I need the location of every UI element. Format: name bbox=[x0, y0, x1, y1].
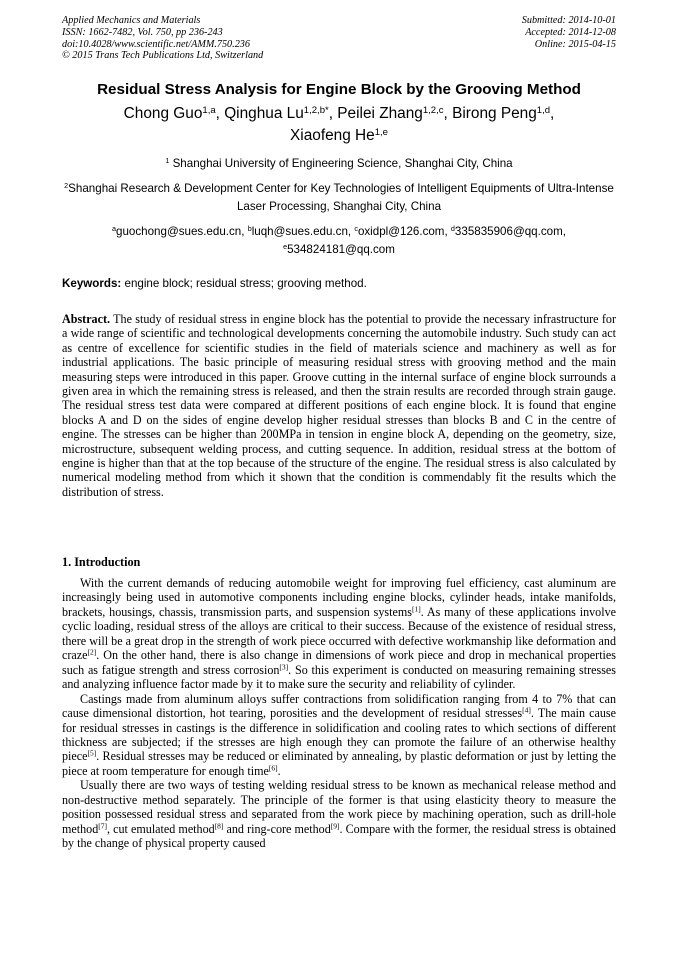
journal-info bbox=[62, 15, 263, 62]
affiliation-1 bbox=[62, 155, 616, 173]
section-heading: 1. Introduction bbox=[62, 555, 141, 569]
author-list bbox=[80, 103, 598, 147]
paragraph-text: . The main cause for residual stresses in castings is the difference in solidification and cooling rates to which sections of different thickness are subjected; if the stresses are high enough they can promote the failure of an otherwise healthy piece bbox=[62, 706, 616, 764]
author-affiliation-mark: 1,e bbox=[374, 126, 388, 138]
email-list bbox=[62, 223, 616, 259]
paragraph-text: . So this experiment is conducted on measuring remaining stresses and analyzing influence factor made by it to make sure the security and reliability of cylinder. bbox=[62, 662, 616, 692]
email-address: 335835906@qq.com, bbox=[454, 225, 566, 238]
email-address: oxidpl@126.com, bbox=[357, 225, 451, 238]
affiliation-text: Shanghai University of Engineering Science, Shanghai City, China bbox=[169, 157, 513, 170]
paragraph-text: and ring-core method bbox=[223, 821, 331, 836]
paragraph-text: . As many of these applications involve cyclic loading, residual stress of the alloys are critical to their success. Because of the existence of residual stress, there will be a great drop in the strength of work piece occurred with defective workmanship like deformation and craze bbox=[62, 604, 616, 663]
affiliation-mark: 2 bbox=[64, 181, 69, 191]
introduction-body bbox=[62, 576, 616, 851]
author-affiliation-mark: 1,d bbox=[536, 104, 551, 116]
author-name: Peilei Zhang bbox=[337, 105, 423, 122]
submitted-date: Submitted: 2014-10-01 bbox=[521, 15, 616, 26]
email-mark: d bbox=[450, 224, 455, 234]
issn-line: ISSN: 1662-7482, Vol. 750, pp 236-243 bbox=[62, 26, 223, 38]
body-paragraph bbox=[62, 778, 616, 850]
body-paragraph bbox=[62, 692, 616, 779]
author-separator: , bbox=[443, 105, 453, 122]
citation-ref: [2] bbox=[87, 647, 97, 657]
dates-info bbox=[522, 15, 616, 50]
affiliation-2 bbox=[62, 180, 616, 215]
affiliation-text: Shanghai Research & Development Center for Key Technologies of Intelligent Equipments of Ultra-Intense Laser Processing, Shanghai City, China bbox=[68, 182, 614, 213]
keywords-label: Keywords: bbox=[62, 277, 122, 290]
abstract-label: Abstract. bbox=[62, 312, 111, 326]
citation-ref: [9] bbox=[330, 821, 340, 831]
abstract-text: The study of residual stress in engine block has the potential to provide the necessary infrastructure for a wide range of scientific and technological developments concerning the automobile industry. Such study can act as centre of excellence for scientific studies in the field of materials science and machinery as well as for industrial applications. The basic principle of measuring residual stress with grooving method and the main measuring steps were introduced in this paper. Groove cutting in the internal surface of engine block surrounds a given area in which the remaining stress is released, and then the strain results are recorded through strain gauge. The residual stress test data were compared at different positions of each engine block. It is found that engine blocks A and D on the sides of engine develop higher residual stresses than blocks B and C in the centre of engine. The stresses can be higher than 200MPa in tension in engine block A, depending on the geometry, size, microstructure, subsequent welding process, and cutting sequence. In addition, residual stress at the bottom of engine is higher than that at the top because of the structure of the engine. The residual stress is also calculated by numerical modeling method from which it shown that the condition is commendably fit the results which the distribution of stress. bbox=[62, 312, 616, 499]
citation-ref: [5] bbox=[87, 748, 97, 758]
author-affiliation-mark: 1,a bbox=[202, 104, 216, 116]
author-name: Birong Peng bbox=[452, 105, 537, 122]
affiliation-mark: 1 bbox=[165, 156, 170, 166]
paragraph-text: . Compare with the former, the residual stress is obtained by the change of physical property caused bbox=[62, 821, 616, 851]
email-address: luqh@sues.edu.cn, bbox=[251, 225, 355, 238]
citation-ref: [4] bbox=[522, 705, 531, 715]
email-mark: b bbox=[247, 224, 252, 234]
paragraph-text: Usually there are two ways of testing welding residual stress to be known as mechanical release method and non-destructive method separately. The principle of the former is that using elasticity theory to measure the position possessed residual stress and separated from the work piece by machining operation, such as drill-hole method bbox=[62, 778, 616, 836]
paragraph-text: With the current demands of reducing automobile weight for improving fuel efficiency, cast aluminum are increasingly being used in automotive components including engine blocks, cylinder heads, intake manifolds, brackets, housings, chassis, transmission parts, and suspension systems bbox=[62, 576, 616, 619]
email-address: guochong@sues.edu.cn, bbox=[116, 225, 248, 238]
email-mark: c bbox=[354, 224, 358, 234]
author-separator: , bbox=[328, 105, 338, 122]
accepted-date: Accepted: 2014-12-08 bbox=[525, 26, 616, 38]
journal-name: Applied Mechanics and Materials bbox=[62, 15, 201, 26]
keywords-text: engine block; residual stress; grooving method. bbox=[121, 277, 367, 290]
author-name: Xiaofeng He bbox=[290, 127, 375, 144]
paper-title: Residual Stress Analysis for Engine Block by the Grooving Method bbox=[97, 81, 581, 98]
paragraph-text: . On the other hand, there is also change in dimensions of work piece and drop in mechanical properties such as fatigue strength and stress corrosion bbox=[62, 648, 616, 677]
doi-line: doi:10.4028/www.scientific.net/AMM.750.236 bbox=[62, 38, 250, 50]
email-mark: e bbox=[283, 242, 288, 252]
body-paragraph bbox=[62, 576, 616, 692]
citation-ref: [8] bbox=[214, 821, 224, 831]
paragraph-text: Castings made from aluminum alloys suffer contractions from solidification ranging from 4 to 7% that can cause dimensional distortion, hot tearing, porosities and the development of residual stresses bbox=[62, 691, 616, 721]
paragraph-text: . bbox=[277, 763, 281, 778]
author-separator: , bbox=[215, 105, 225, 122]
citation-ref: [1] bbox=[411, 604, 421, 614]
paragraph-text: . Residual stresses may be reduced or eliminated by annealing, by plastic deformation or just by letting the piece at room temperature for enough time bbox=[62, 749, 616, 778]
copyright-line: © 2015 Trans Tech Publications Ltd, Switzerland bbox=[62, 50, 264, 62]
citation-ref: [7] bbox=[98, 821, 108, 831]
online-date: Online: 2015-04-15 bbox=[534, 38, 616, 50]
citation-ref: [6] bbox=[268, 763, 278, 773]
citation-ref: [3] bbox=[279, 662, 289, 672]
email-mark: a bbox=[112, 224, 117, 234]
author-separator: , bbox=[550, 105, 555, 122]
author-affiliation-mark: 1,2,c bbox=[422, 104, 444, 116]
paragraph-text: , cut emulated method bbox=[107, 821, 215, 836]
author-name: Chong Guo bbox=[123, 105, 203, 122]
author-affiliation-mark: 1,2,b* bbox=[303, 104, 329, 116]
abstract bbox=[62, 312, 616, 499]
email-address: 534824181@qq.com bbox=[287, 243, 395, 256]
author-name: Qinghua Lu bbox=[224, 105, 304, 122]
keywords bbox=[62, 276, 616, 292]
